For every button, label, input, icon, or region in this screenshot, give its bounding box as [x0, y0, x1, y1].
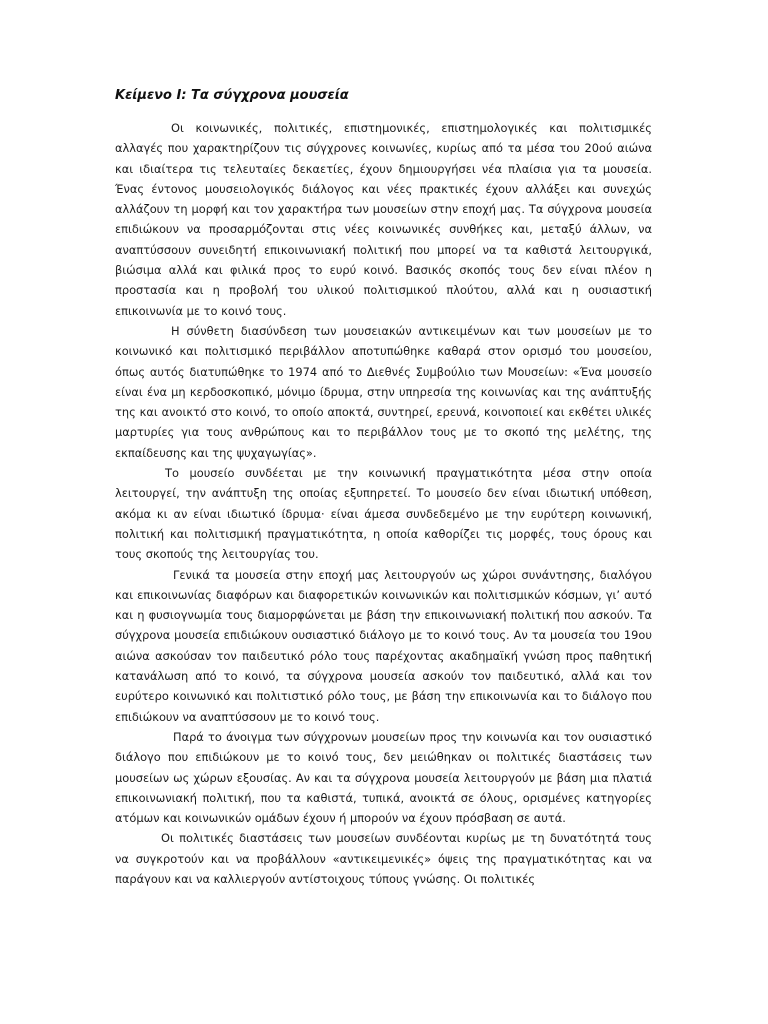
document-title: Κείμενο Ι: Τα σύγχρονα μουσεία: [115, 88, 349, 103]
document-body: [115, 118, 652, 889]
paragraph-6: Οι πολιτικές διαστάσεις των μουσείων συνδέονται κυρίως με τη δυνατότητά τους να συγκροτούν και να προβάλλουν «αντικειμενικές» όψεις της πραγματικότητας και να παράγουν και να καλλιεργούν αντίστοιχους τύπους γνώσης. Οι πολιτικές: [115, 831, 652, 886]
paragraph-2: Η σύνθετη διασύνδεση των μουσειακών αντικειμένων και των μουσείων με το κοινωνικό και πολιτισμικό περιβάλλον αποτυπώθηκε καθαρά στον ορισμό του μουσείου, όπως αυτός διατυπώθηκε το 1974 από το Διεθνές Συμβούλιο των Μουσείων: «Ένα μουσείο είναι ένα μη κερδοσκοπικό, μόνιμο ίδρυμα, στην υπηρεσία της κοινωνίας και της ανάπτυξής της και ανοικτό στο κοινό, το οποίο αποκτά, συντηρεί, ερευνά, κοινοποιεί και εκθέτει υλικές μαρτυρίες για τους ανθρώπους και το περιβάλλον τους με το σκοπό της μελέτης, της εκπαίδευσης και της ψυχαγωγίας».: [115, 323, 652, 460]
paragraph-5: Παρά το άνοιγμα των σύγχρονων μουσείων προς την κοινωνία και τον ουσιαστικό διάλογο που επιδιώκουν με το κοινό τους, δεν μειώθηκαν οι πολιτικές διαστάσεις των μουσείων ως χώρων εξουσίας. Αν και τα σύγχρονα μουσεία λειτουργούν με βάση μια πλατιά επικοινωνιακή πολιτική, που τα καθιστά, τυπικά, ανοικτά σε όλους, ορισμένες κατηγορίες ατόμων και κοινωνικών ομάδων έχουν ή μπορούν να έχουν πρόσβαση σε αυτά.: [115, 729, 652, 826]
paragraph-1: Οι κοινωνικές, πολιτικές, επιστημονικές, επιστημολογικές και πολιτισμικές αλλαγές που χαρακτηρίζουν τις σύγχρονες κοινωνίες, κυρίως από τα μέσα του 20ού αιώνα και ιδιαίτερα τις τελευταίες δεκαετίες, έχουν δημιουργήσει νέα πλαίσια για τα μουσεία. Ένας έντονος μουσειολογικός διάλογος και νέες πρακτικές έχουν αλλάξει και συνεχώς αλλάζουν τη μορφή και τον χαρακτήρα των μουσείων στην εποχή μας. Τα σύγχρονα μουσεία επιδιώκουν να προσαρμόζονται στις νέες κοινωνικές συνθήκες και, μεταξύ άλλων, να αναπτύσσουν συνειδητή επικοινωνιακή πολιτική που μπορεί να τα καθιστά λειτουργικά, βιώσιμα αλλά και φιλικά προς το ευρύ κοινό. Βασικός σκοπός τους δεν είναι πλέον η προστασία και η προβολή του υλικού πολιτισμικού πλούτου, αλλά και η ουσιαστική επικοινωνία με το κοινό τους.: [115, 121, 652, 318]
paragraph-3: Το μουσείο συνδέεται με την κοινωνική πραγματικότητα μέσα στην οποία λειτουργεί, την ανάπτυξη της οποίας εξυπηρετεί. Το μουσείο δεν είναι ιδιωτική υπόθεση, ακόμα κι αν είναι ιδιωτικό ίδρυμα· είναι άμεσα συνδεδεμένο με την ευρύτερη κοινωνική, πολιτική και πολιτισμική πραγματικότητα, η οποία καθορίζει τις μορφές, τους όρους και τους σκοπούς της λειτουργίας του.: [115, 466, 652, 562]
paragraph-4: Γενικά τα μουσεία στην εποχή μας λειτουργούν ως χώροι συνάντησης, διαλόγου και επικοινωνίας διαφόρων και διαφορετικών κοινωνικών και πολιτισμικών κόσμων, γι’ αυτό και η φυσιογνωμία τους διαμορφώνεται με βάση την επικοινωνιακή πολιτική που ασκούν. Τα σύγχρονα μουσεία επιδιώκουν ουσιαστικό διάλογο με το κοινό τους. Αν τα μουσεία του 19ου αιώνα ασκούσαν τον παιδευτικό ρόλο τους παρέχοντας ακαδημαϊκή γνώση προς παθητική κατανάλωση από το κοινό, τα σύγχρονα μουσεία ασκούν τον παιδευτικό, αλλά και τον ευρύτερο κοινωνικό και πολιτιστικό ρόλο τους, με βάση την επικοινωνία και το διάλογο που επιδιώκουν να αναπτύσσουν με το κοινό τους.: [115, 567, 652, 724]
